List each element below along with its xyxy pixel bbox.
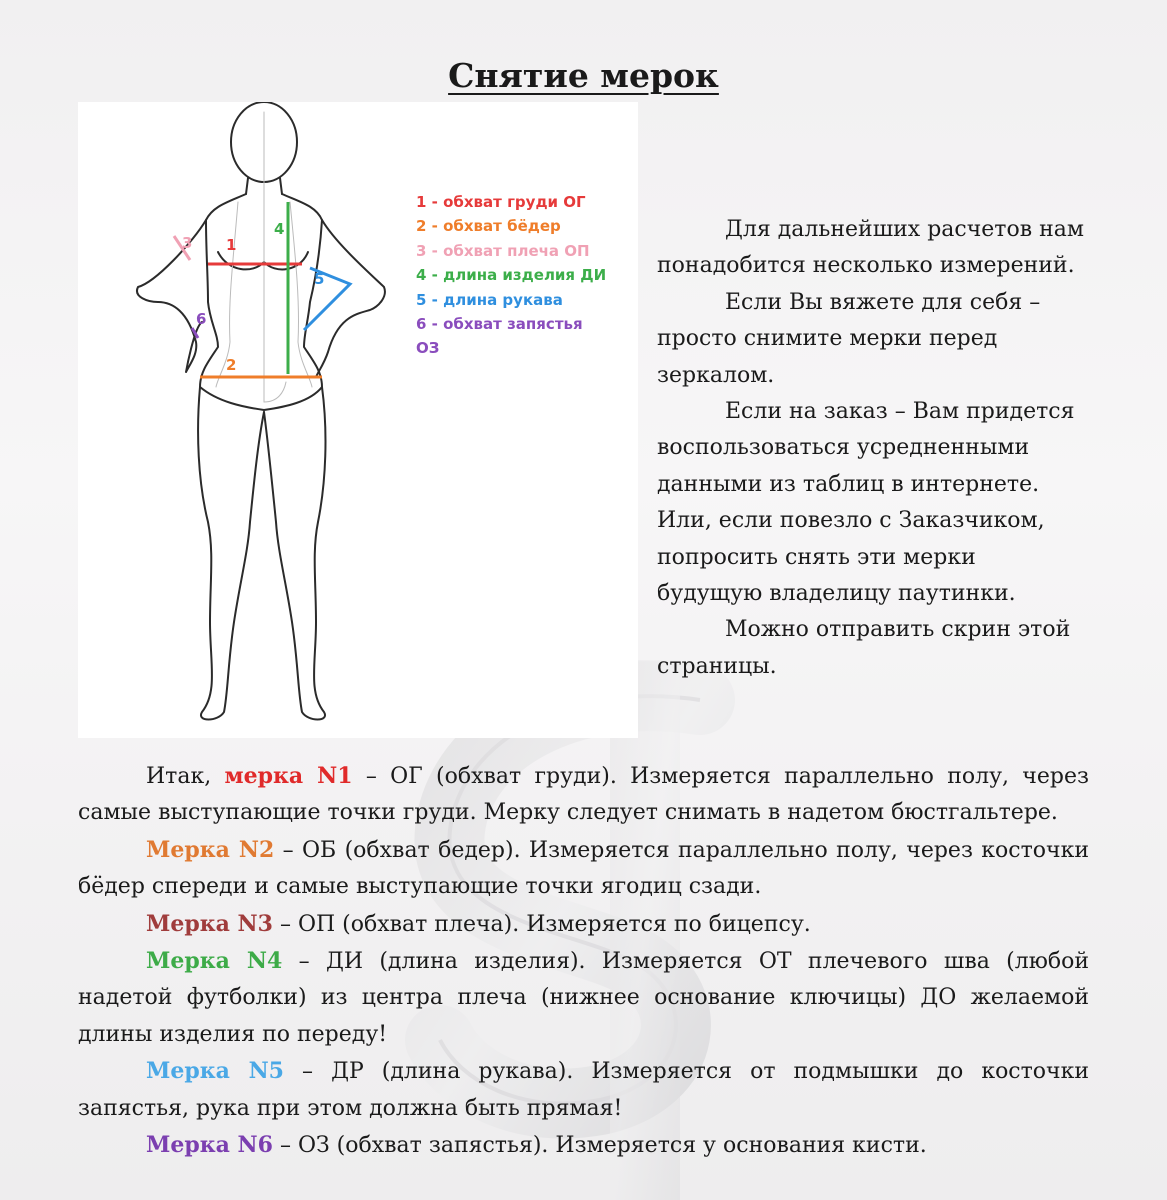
measure-paragraph-1 xyxy=(78,758,1089,832)
measure-paragraph-3 xyxy=(78,906,1089,943)
measure-4-text: – ДИ (длина изделия). Измеряется ОТ плечевого шва (любой надетой футболки) из центра плеча (нижнее основание ключицы) ДО желаемой длины изделия по переду! xyxy=(78,949,1090,1047)
measure-3-text: – ОП (обхват плеча). Измеряется по бицепсу. xyxy=(272,911,811,937)
measure-6-text: – ОЗ (обхват запястья). Измеряется у основания кисти. xyxy=(272,1133,927,1159)
measure-1-prefix: Итак, xyxy=(146,764,225,789)
figure-label-4: 4 xyxy=(274,220,285,238)
measurement-descriptions xyxy=(78,758,1089,1164)
figure-label-2: 2 xyxy=(226,356,237,374)
figure-label-1: 1 xyxy=(226,236,237,254)
measure-2-label: Мерка N2 xyxy=(146,836,275,863)
intro-paragraph-4: Можно отправить скрин этой страницы. xyxy=(657,617,1071,679)
measure-1-label: мерка N1 xyxy=(224,763,353,789)
measure-6-label: Мерка N6 xyxy=(146,1132,273,1159)
measure-5-text: – ДР (длина рукава). Измеряется от подмышки до косточки запястья, рука при этом должна быть прямая! xyxy=(78,1059,1090,1121)
measure-5-label: Мерка N5 xyxy=(146,1058,284,1085)
intro-paragraph-2: Если Вы вяжете для себя – просто снимите мерки перед зеркалом. xyxy=(657,289,1041,388)
measure-2-text: – ОБ (обхват бедер). Измеряется параллельно полу, через косточки бёдер спереди и самые выступающие точки ягодиц сзади. xyxy=(78,837,1089,900)
legend-item-3: 3 - обхват плеча ОП xyxy=(416,241,590,260)
measurement-figure xyxy=(78,102,638,738)
legend-item-5: 5 - длина рукава xyxy=(416,290,563,309)
intro-paragraph-3: Если на заказ – Вам придется воспользоваться усредненными данными из таблиц в интернете. Или, если повезло с Заказчиком, попросить снять эти мерки будущую владелицу паутинки. xyxy=(657,399,1075,607)
legend-item-1: 1 - обхват груди ОГ xyxy=(416,193,586,211)
intro-text xyxy=(657,212,1087,685)
measure-paragraph-2 xyxy=(78,832,1089,906)
legend-item-4: 4 - длина изделия ДИ xyxy=(416,266,607,285)
figure-label-6: 6 xyxy=(196,310,207,328)
page-title: Снятие мерок xyxy=(448,56,719,95)
figure-label-5: 5 xyxy=(314,270,325,288)
legend-item-6: 6 - обхват запястья xyxy=(416,315,583,334)
intro-paragraph-1: Для дальнейших расчетов нам понадобится несколько измерений. xyxy=(657,217,1084,279)
measure-1-text: – ОГ (обхват груди). Измеряется параллельно полу, через самые выступающие точки груди. Мерку следует снимать в надетом бюстгальтере. xyxy=(78,764,1089,826)
measure-paragraph-6 xyxy=(78,1127,1089,1164)
legend-item-7: ОЗ xyxy=(416,339,440,358)
measure-3-label: Мерка N3 xyxy=(146,910,273,937)
legend-item-2: 2 - обхват бёдер xyxy=(416,217,561,236)
measure-paragraph-4 xyxy=(78,943,1089,1053)
figure-label-3: 3 xyxy=(182,234,193,252)
figure-legend xyxy=(416,190,606,361)
measure-4-label: Мерка N4 xyxy=(146,948,283,975)
measure-paragraph-5 xyxy=(78,1053,1089,1127)
